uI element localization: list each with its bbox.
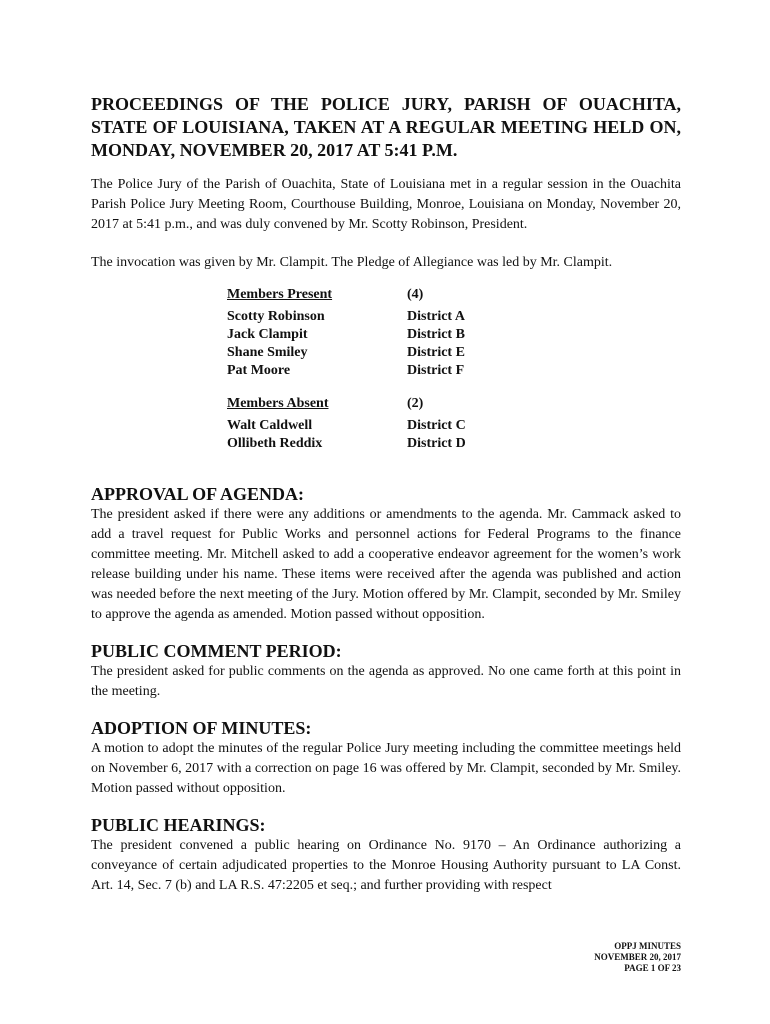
members-present-heading: Members Present (227, 287, 333, 302)
footer-date: NOVEMBER 20, 2017 (594, 952, 681, 962)
document-title: PROCEEDINGS OF THE POLICE JURY, PARISH OF OUACHITA, STATE OF LOUISIANA, TAKEN AT A REGULAR MEETING HELD ON, MONDAY, NOVEMBER 20, 2017 AT 5:41 P.M. (91, 94, 681, 160)
intro-paragraph: The Police Jury of the Parish of Ouachita, State of Louisiana met in a regular session in the Ouachita Parish Police Jury Meeting Room, Courthouse Building, Monroe, Louisiana on Monday, November 20, 2017 at 5:41 p.m., and was duly convened by Mr. Scotty Robinson, President. (91, 177, 681, 232)
member-name: Walt Caldwell (227, 418, 313, 433)
member-district: District A (407, 309, 465, 324)
members-absent-heading: Members Absent (227, 396, 329, 411)
invocation-paragraph: The invocation was given by Mr. Clampit. The Pledge of Allegiance was led by Mr. Clampit. (91, 255, 613, 270)
member-district: District B (407, 327, 465, 342)
member-name: Scotty Robinson (227, 309, 325, 324)
member-row (227, 308, 681, 326)
public-comment-body: The president asked for public comments on the agenda as approved. No one came forth at this point in the meeting. (91, 664, 681, 699)
member-name: Shane Smiley (227, 345, 308, 360)
document-page (91, 93, 681, 896)
page-footer (594, 941, 681, 974)
members-present-header (227, 286, 681, 304)
public-comment-heading: PUBLIC COMMENT PERIOD: (91, 641, 342, 661)
member-district: District E (407, 345, 465, 360)
members-absent-table (227, 395, 681, 453)
member-row (227, 326, 681, 344)
member-district: District F (407, 363, 465, 378)
approval-of-agenda-body: The president asked if there were any additions or amendments to the agenda. Mr. Cammack asked to add a travel request for Public Works and personnel actions for Federal Programs to the finance committee meeting. Mr. Mitchell asked to add a cooperative endeavor agreement for the women’s work release building under his name. These items were received after the agenda was published and action was needed before the next meeting of the Jury. Motion offered by Mr. Clampit, seconded by Mr. Smiley to approve the agenda as amended. Motion passed without opposition. (91, 507, 681, 622)
public-hearings-heading: PUBLIC HEARINGS: (91, 815, 266, 835)
footer-page-number: PAGE 1 OF 23 (624, 963, 681, 973)
members-present-table (227, 286, 681, 380)
member-row (227, 344, 681, 362)
member-row (227, 417, 681, 435)
adoption-of-minutes-heading: ADOPTION OF MINUTES: (91, 718, 312, 738)
approval-of-agenda-heading: APPROVAL OF AGENDA: (91, 484, 305, 504)
member-row (227, 435, 681, 453)
member-district: District D (407, 436, 466, 451)
member-row (227, 362, 681, 380)
members-absent-count: (2) (407, 396, 424, 411)
members-present-count: (4) (407, 287, 424, 302)
member-name: Jack Clampit (227, 327, 308, 342)
member-name: Pat Moore (227, 363, 291, 378)
footer-doc-name: OPPJ MINUTES (614, 941, 681, 951)
public-hearings-body: The president convened a public hearing on Ordinance No. 9170 – An Ordinance authorizing a conveyance of certain adjudicated properties to the Monroe Housing Authority pursuant to LA Const. Art. 14, Sec. 7 (b) and LA R.S. 47:2205 et seq.; and further providing with respect (91, 838, 681, 893)
member-district: District C (407, 418, 466, 433)
adoption-of-minutes-body: A motion to adopt the minutes of the regular Police Jury meeting including the committee meetings held on November 6, 2017 with a correction on page 16 was offered by Mr. Clampit, seconded by Mr. Smiley. Motion passed without opposition. (91, 741, 681, 796)
member-name: Ollibeth Reddix (227, 436, 323, 451)
members-absent-header (227, 395, 681, 413)
